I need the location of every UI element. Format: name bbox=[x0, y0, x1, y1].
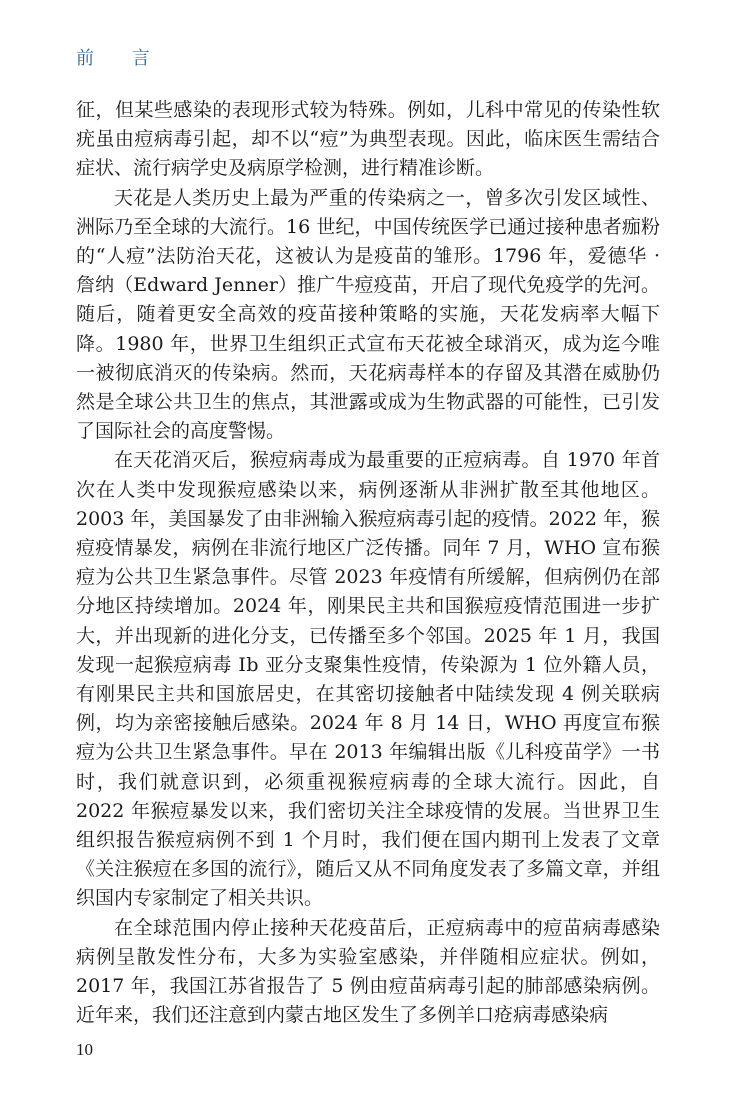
body-text bbox=[76, 96, 660, 1031]
paragraph-monkeypox: 在天花消灭后，猴痘病毒成为最重要的正痘病毒。自 1970 年首次在人类中发现猴痘感染以来，病例逐渐从非洲扩散至其他地区。2003 年，美国暴发了由非洲输入猴痘病毒引起的疫情。2022 年，猴痘疫情暴发，病例在非流行地区广泛传播。同年 7 月，WHO 宣布猴痘为公共卫生紧急事件。尽管 2023 年疫情有所缓解，但病例仍在部分地区持续增加。2024 年，刚果民主共和国猴痘疫情范围进一步扩大，并出现新的进化分支，已传播至多个邻国。2025 年 1 月，我国发现一起猴痘病毒 Ⅰb 亚分支聚集性疫情，传染源为 1 位外籍人员，有刚果民主共和国旅居史，在其密切接触者中陆续发现 4 例关联病例，均为亲密接触后感染。2024 年 8 月 14 日，WHO 再度宣布猴痘为公共卫生紧急事件。早在 2013 年编辑出版《儿科疫苗学》一书时，我们就意识到，必须重视猴痘病毒的全球大流行。因此，自 2022 年猴痘暴发以来，我们密切关注全球疫情的发展。当世界卫生组织报告猴痘病例不到 1 个月时，我们便在国内期刊上发表了文章《关注猴痘在多国的流行》，随后又从不同角度发表了多篇文章，并组织国内专家制定了相关共识。 bbox=[76, 449, 660, 910]
paragraph-vaccinia: 在全球范围内停止接种天花疫苗后，正痘病毒中的痘苗病毒感染病例呈散发性分布，大多为实验室感染，并伴随相应症状。例如，2017 年，我国江苏省报告了 5 例由痘苗病毒引起的肺部感染病例。近年来，我们还注意到内蒙古地区发生了多例羊口疮病毒感染病 bbox=[76, 916, 660, 1027]
paragraph-continued: 征，但某些感染的表现形式较为特殊。例如，儿科中常见的传染性软疣虽由痘病毒引起，却不以“痘”为典型表现。因此，临床医生需结合症状、流行病学史及病原学检测，进行精准诊断。 bbox=[76, 99, 660, 180]
paragraph-smallpox: 天花是人类历史上最为严重的传染病之一，曾多次引发区域性、洲际乃至全球的大流行。16 世纪，中国传统医学已通过接种患者痂粉的“人痘”法防治天花，这被认为是疫苗的雏形。1796 年，爱德华 · 詹纳（Edward Jenner）推广牛痘疫苗，开启了现代免疫学的先河。随后，随着更安全高效的疫苗接种策略的实施，天花发病率大幅下降。1980 年，世界卫生组织正式宣布天花被全球消灭，成为迄今唯一被彻底消灭的传染病。然而，天花病毒样本的存留及其潜在威胁仍然是全球公共卫生的焦点，其泄露或成为生物武器的可能性，已引发了国际社会的高度警惕。 bbox=[76, 186, 660, 443]
running-head: 前 言 bbox=[76, 48, 166, 69]
page-number: 10 bbox=[76, 1040, 93, 1059]
